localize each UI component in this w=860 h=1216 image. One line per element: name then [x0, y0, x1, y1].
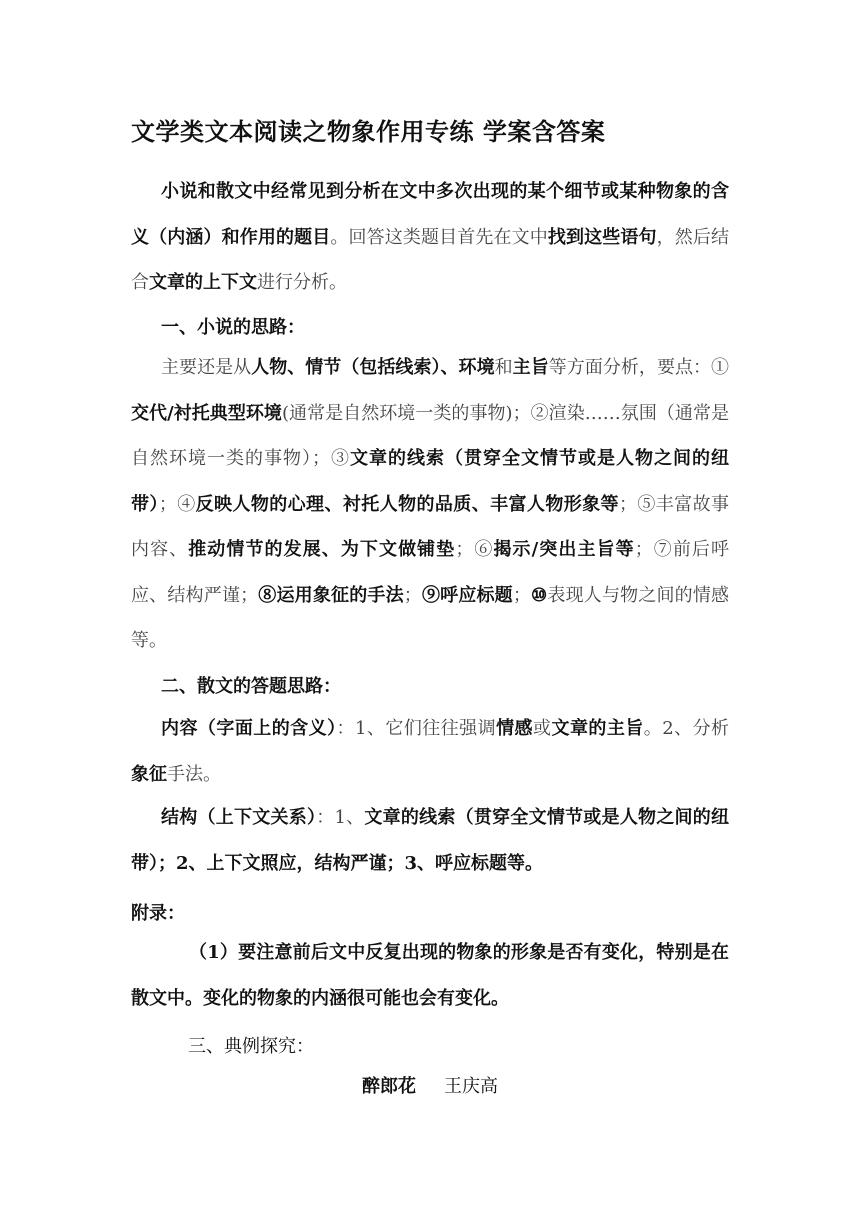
s1-text-12: 推动情节的发展、为下文做铺垫	[188, 539, 456, 560]
s1-text-5: 等方面分析，要点：①	[548, 357, 730, 378]
s1-text-4: 主旨	[512, 357, 549, 378]
s1-text-7: (通常是自然环境一类的事物)；②渲染……氛围（通常是自然环境一类的事物）；③	[131, 402, 729, 469]
s2-content-7: 象征	[131, 763, 167, 785]
s2-content-3: 情感	[496, 718, 534, 739]
s2-content-1: 内容（字面上的含义）	[161, 718, 337, 739]
s1-text-10: 反映人物的心理、衬托人物的品质、丰富人物形象等	[195, 493, 619, 515]
document-title: 文学类文本阅读之物象作用专练 学案含答案	[131, 117, 606, 146]
s1-text-20: ⑩	[530, 584, 548, 606]
intro-text-4: ，然后结合	[131, 226, 729, 293]
s2-content-6: 。2、分析	[643, 718, 730, 739]
s1-text-21: 表现人与物之间的情感等。	[131, 584, 730, 651]
s2-content-5: 文章的主旨	[551, 718, 644, 739]
s1-text-19: ；	[512, 584, 531, 606]
s2-content-4: 或	[533, 718, 552, 739]
intro-text-3: 找到这些语句	[547, 226, 657, 248]
s2-structure-3: 文章的线索（贯穿全文情节或是人物之间的纽带）；2、上下文照应，结构严谨；3、呼应标题等。	[131, 807, 730, 874]
story-title: 醉郎花	[362, 1076, 416, 1097]
section2-content-paragraph	[131, 706, 729, 797]
section1-heading: 一、小说的思路：	[161, 317, 305, 338]
s2-content-2: ：1、它们往往强调	[336, 718, 497, 739]
section2-structure-paragraph	[131, 795, 729, 886]
intro-text-6: 进行分析。	[257, 272, 347, 293]
s1-text-18: ⑨呼应标题	[421, 584, 513, 606]
section3-heading: 三、典例探究：	[188, 1036, 314, 1057]
story-heading	[0, 1072, 860, 1098]
s1-text-2: 人物、情节（包括线索）、环境	[251, 357, 495, 378]
story-author: 王庆高	[444, 1076, 498, 1097]
s1-text-13: ；⑥	[455, 539, 494, 560]
s2-structure-2: ：1、	[316, 807, 365, 828]
s2-content-8: 手法。	[167, 763, 221, 785]
intro-text-5: 文章的上下文	[149, 272, 257, 293]
s1-text-14: 揭示/突出主旨等	[493, 539, 635, 560]
s1-text-16: ⑧运用象征的手法	[258, 584, 404, 606]
s1-text-17: ；	[403, 584, 422, 606]
intro-text-1: 小说和散文中经常见到分析在文中多次出现的某个细节或某种物象的含义（内涵）和作用的题目	[131, 181, 729, 248]
section2-heading: 二、散文的答题思路：	[161, 676, 341, 697]
s2-structure-1: 结构（上下文关系）	[161, 807, 317, 828]
s1-text-11: ；⑤丰富故事内容、	[131, 493, 729, 560]
intro-paragraph	[131, 169, 729, 306]
s1-text-3: 和	[494, 357, 513, 378]
s1-text-8: 文章的线索（贯穿全文情节或是人物之间的纽带）	[131, 448, 729, 515]
s1-text-15: ；⑦前后呼应、结构严谨；	[131, 539, 729, 606]
s1-text-6: 交代/衬托典型环境	[131, 402, 282, 424]
s1-text-9: ；④	[158, 493, 196, 515]
section1-paragraph	[131, 345, 729, 664]
appendix-label: 附录：	[131, 903, 185, 924]
s1-text-1: 主要还是从	[161, 357, 252, 378]
intro-text-2: 。回答这类题目首先在文中	[330, 226, 548, 248]
appendix-note: （1）要注意前后文中反复出现的物象的形象是否有变化，特别是在散文中。变化的物象的内涵很可能也会有变化。	[131, 942, 729, 1009]
